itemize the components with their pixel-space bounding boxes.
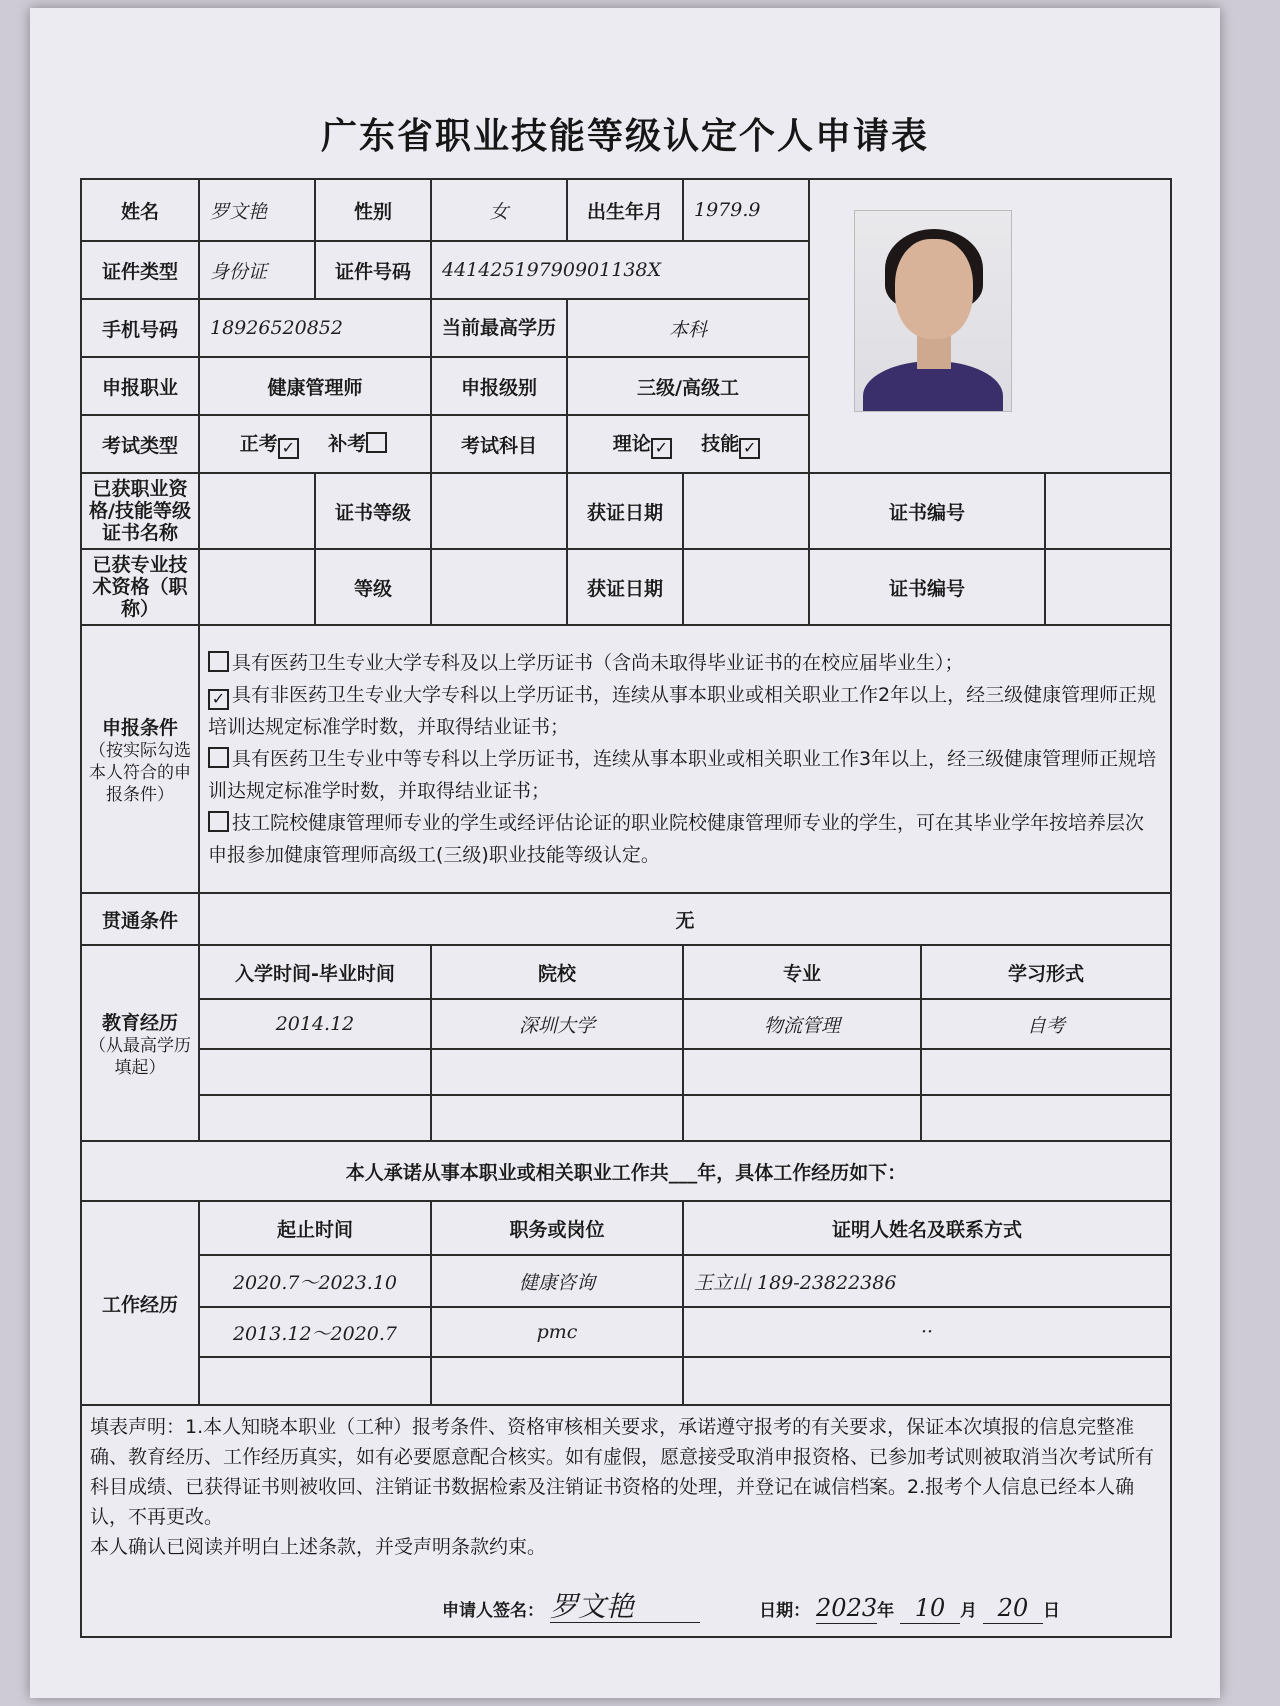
work-position — [431, 1357, 683, 1405]
edu-header-major: 专业 — [683, 945, 921, 999]
edu-mode — [921, 1095, 1171, 1141]
declaration-cell — [81, 1405, 1171, 1637]
exam-type-label: 考试类型 — [81, 415, 199, 473]
edu-note: （从最高学历填起） — [89, 1035, 191, 1078]
skill-checkbox[interactable]: ✓ — [739, 438, 760, 459]
exam-subject-options — [567, 415, 809, 473]
work-label: 工作经历 — [81, 1201, 199, 1405]
condition-item — [208, 807, 1162, 871]
table-row — [81, 1357, 1171, 1405]
name-value: 罗文艳 — [199, 179, 315, 241]
work-header-period: 起止时间 — [199, 1201, 431, 1255]
tech-no-label: 证书编号 — [809, 549, 1045, 625]
edu-school — [431, 1049, 683, 1095]
makeup-exam-checkbox[interactable] — [366, 432, 387, 453]
condition-item — [208, 647, 1162, 679]
condition-checkbox[interactable]: ✓ — [208, 689, 229, 710]
tech-level-value — [431, 549, 567, 625]
condition-text: 具有非医药卫生专业大学专科以上学历证书，连续从事本职业或相关职业工作2年以上，经三级健康管理师正规培训达规定标准学时数，并取得结业证书； — [208, 684, 1157, 738]
work-header-position: 职务或岗位 — [431, 1201, 683, 1255]
declaration-text: 填表声明：1.本人知晓本职业（工种）报考条件、资格审核相关要求，承诺遵守报考的有关要求，保证本次填报的信息完整准确、教育经历、工作经历真实，如有必要愿意配合核实。如有虚假，愿意接受取消申报资格、已参加考试则被取消当次考试所有科目成绩、已获得证书则被收回、注销证书数据检索及注销证书资格的处理，并登记在诚信档案。2.报考个人信息已经本人确认，不再更改。 — [90, 1416, 1155, 1528]
table-row — [81, 1049, 1171, 1095]
application-sheet — [30, 8, 1220, 1698]
tech-no-value — [1045, 549, 1171, 625]
work-period: 2020.7～2023.10 — [199, 1255, 431, 1307]
through-value: 无 — [199, 893, 1171, 945]
gender-value: 女 — [431, 179, 567, 241]
id-type-label: 证件类型 — [81, 241, 199, 299]
cert-no-label: 证书编号 — [809, 473, 1045, 549]
work-position: 健康咨询 — [431, 1255, 683, 1307]
edu-period — [199, 1049, 431, 1095]
level-label: 申报级别 — [431, 357, 567, 415]
tech-qual-label: 已获专业技术资格（职称） — [81, 549, 199, 625]
edu-school — [431, 1095, 683, 1141]
formal-exam-label: 正考 — [239, 433, 278, 455]
table-row — [81, 999, 1171, 1049]
conditions-list — [199, 625, 1171, 893]
makeup-exam-label: 补考 — [328, 433, 367, 455]
edu-mode: 自考 — [921, 999, 1171, 1049]
condition-checkbox[interactable] — [208, 811, 229, 832]
birth-value: 1979.9 — [683, 179, 809, 241]
edu-header-mode: 学习形式 — [921, 945, 1171, 999]
birth-label: 出生年月 — [567, 179, 683, 241]
condition-checkbox[interactable] — [208, 651, 229, 672]
condition-text: 具有医药卫生专业大学专科及以上学历证书（含尚未取得毕业证书的在校应届毕业生）； — [232, 652, 964, 674]
edu-label: 教育经历 — [101, 1011, 178, 1034]
condition-text: 技工院校健康管理师专业的学生或经评估论证的职业院校健康管理师专业的学生，可在其毕业学年按培养层次申报参加健康管理师高级工(三级)职业技能等级认定。 — [208, 812, 1145, 866]
date-day: 20 — [983, 1593, 1043, 1624]
name-label: 姓名 — [81, 179, 199, 241]
edu-period — [199, 1095, 431, 1141]
condition-item — [208, 679, 1162, 743]
edu-header-school: 院校 — [431, 945, 683, 999]
phone-value: 18926520852 — [199, 299, 431, 357]
education-label: 当前最高学历 — [431, 299, 567, 357]
work-reference — [683, 1357, 1171, 1405]
declaration-confirm: 本人确认已阅读并明白上述条款，并受声明条款约束。 — [90, 1536, 547, 1558]
edu-header-period: 入学时间-毕业时间 — [199, 945, 431, 999]
cert-date-label: 获证日期 — [567, 473, 683, 549]
cert-level-value — [431, 473, 567, 549]
table-row — [81, 1095, 1171, 1141]
photo-cell — [809, 179, 1171, 473]
conditions-note: （按实际勾选本人符合的申报条件） — [89, 740, 191, 805]
condition-text: 具有医药卫生专业中等专科以上学历证书，连续从事本职业或相关职业工作3年以上，经三级健康管理师正规培训达规定标准学时数，并取得结业证书； — [208, 748, 1157, 802]
work-reference: 王立山 189-23822386 — [683, 1255, 1171, 1307]
edu-label-cell — [81, 945, 199, 1141]
table-row — [81, 1255, 1171, 1307]
month-unit: 月 — [960, 1601, 978, 1621]
date-label: 日期： — [759, 1601, 811, 1621]
formal-exam-checkbox[interactable]: ✓ — [278, 438, 299, 459]
conditions-label-cell — [81, 625, 199, 893]
skill-label: 技能 — [701, 433, 740, 455]
id-no-value: 44142519790901138X — [431, 241, 809, 299]
cert-date-value — [683, 473, 809, 549]
gender-label: 性别 — [315, 179, 431, 241]
tech-date-label: 获证日期 — [567, 549, 683, 625]
through-label: 贯通条件 — [81, 893, 199, 945]
signature: 罗文艳 — [550, 1592, 700, 1623]
occupation-label: 申报职业 — [81, 357, 199, 415]
occupation-value: 健康管理师 — [199, 357, 431, 415]
cert-no-value — [1045, 473, 1171, 549]
applicant-photo — [854, 210, 1012, 412]
work-position: pmc — [431, 1307, 683, 1357]
edu-major — [683, 1049, 921, 1095]
theory-checkbox[interactable]: ✓ — [651, 438, 672, 459]
condition-checkbox[interactable] — [208, 747, 229, 768]
day-unit: 日 — [1042, 1601, 1060, 1621]
cert-level-label: 证书等级 — [315, 473, 431, 549]
year-unit: 年 — [877, 1601, 895, 1621]
tech-level-label: 等级 — [315, 549, 431, 625]
education-value: 本科 — [567, 299, 809, 357]
signature-row — [442, 1592, 1142, 1626]
date-month: 10 — [900, 1593, 960, 1624]
edu-school: 深圳大学 — [431, 999, 683, 1049]
cert-obtained-value — [199, 473, 315, 549]
work-period: 2013.12～2020.7 — [199, 1307, 431, 1357]
date-year: 2023 — [816, 1594, 878, 1622]
work-period — [199, 1357, 431, 1405]
sign-label: 申请人签名： — [442, 1601, 544, 1621]
tech-qual-value — [199, 549, 315, 625]
tech-date-value — [683, 549, 809, 625]
id-no-label: 证件号码 — [315, 241, 431, 299]
edu-major — [683, 1095, 921, 1141]
form-title: 广东省职业技能等级认定个人申请表 — [320, 116, 929, 157]
work-promise: 本人承诺从事本职业或相关职业工作共___年，具体工作经历如下： — [81, 1141, 1171, 1201]
application-form — [80, 178, 1172, 1638]
edu-period: 2014.12 — [199, 999, 431, 1049]
work-reference: ·· — [683, 1307, 1171, 1357]
exam-type-options — [199, 415, 431, 473]
condition-item — [208, 743, 1162, 807]
id-type-value: 身份证 — [199, 241, 315, 299]
conditions-label: 申报条件 — [101, 716, 178, 739]
phone-label: 手机号码 — [81, 299, 199, 357]
edu-major: 物流管理 — [683, 999, 921, 1049]
table-row — [81, 1307, 1171, 1357]
edu-mode — [921, 1049, 1171, 1095]
exam-subject-label: 考试科目 — [431, 415, 567, 473]
cert-obtained-label: 已获职业资格/技能等级证书名称 — [81, 473, 199, 549]
level-value: 三级/高级工 — [567, 357, 809, 415]
work-header-reference: 证明人姓名及联系方式 — [683, 1201, 1171, 1255]
theory-label: 理论 — [612, 433, 651, 455]
